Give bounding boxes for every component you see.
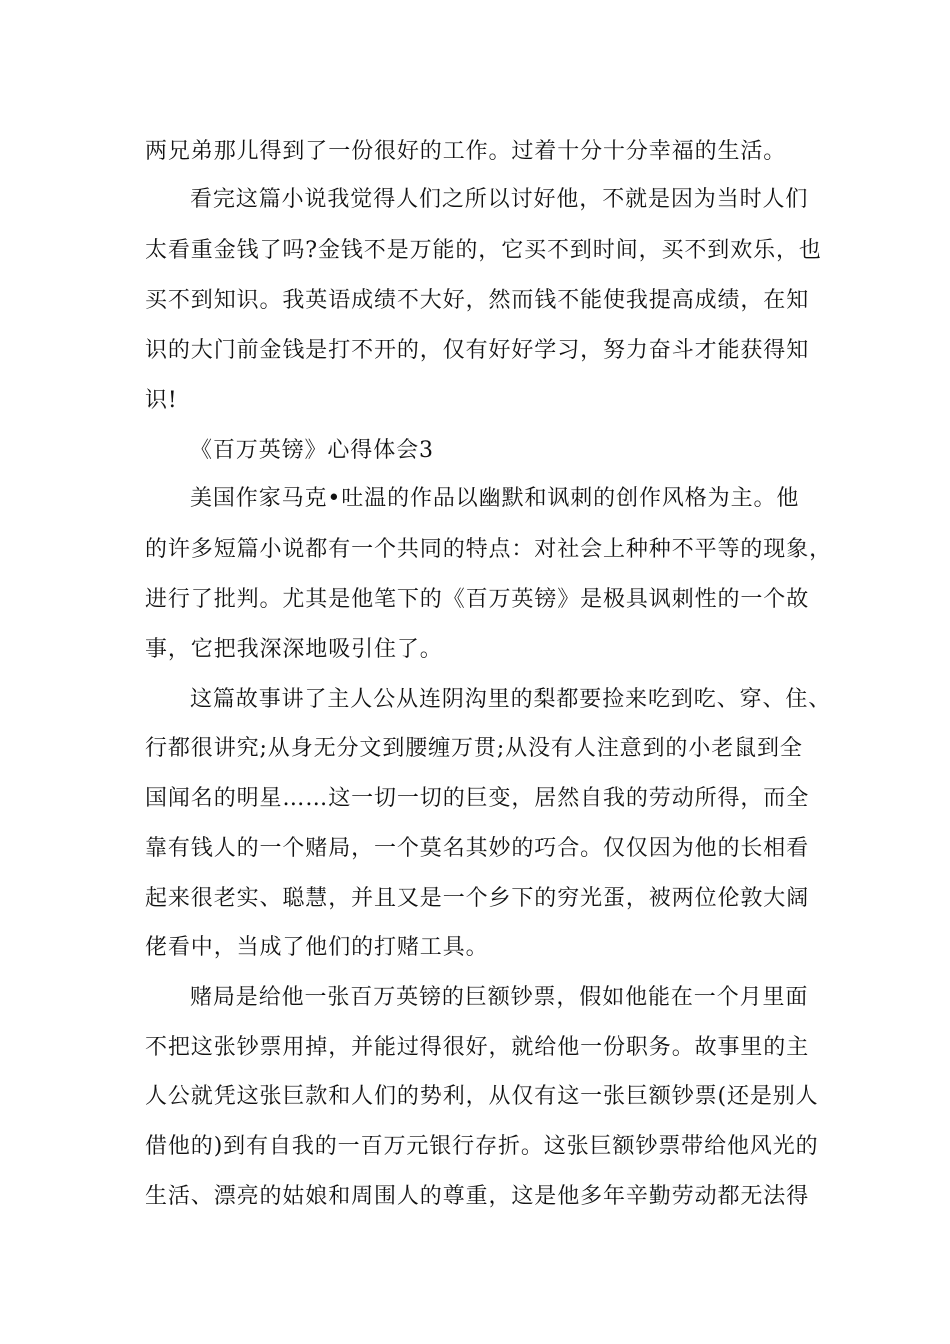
text-line: 太看重金钱了吗?金钱不是万能的，它买不到时间，买不到欢乐，也 <box>145 238 822 263</box>
text-line: 美国作家马克•吐温的作品以幽默和讽刺的创作风格为主。他 <box>190 486 800 511</box>
text-line: 佬看中，当成了他们的打赌工具。 <box>145 935 489 960</box>
text-line: 起来很老实、聪慧，并且又是一个乡下的穷光蛋，被两位伦敦大阔 <box>145 886 810 911</box>
text-line: 的许多短篇小说都有一个共同的特点：对社会上种种不平等的现象， <box>145 537 833 562</box>
text-line: 行都很讲究;从身无分文到腰缠万贯;从没有人注意到的小老鼠到全 <box>145 736 803 761</box>
text-line: 借他的)到有自我的一百万元银行存折。这张巨额钞票带给他风光的 <box>145 1134 819 1159</box>
text-line: 国闻名的明星……这一切一切的巨变，居然自我的劳动所得，而全 <box>145 786 810 811</box>
text-line: 事，它把我深深地吸引住了。 <box>145 637 443 662</box>
text-line: 识的大门前金钱是打不开的，仅有好好学习，努力奋斗才能获得知 <box>145 338 810 363</box>
text-line: 赌局是给他一张百万英镑的巨额钞票，假如他能在一个月里面 <box>190 985 809 1010</box>
text-line: 看完这篇小说我觉得人们之所以讨好他，不就是因为当时人们 <box>190 187 809 212</box>
text-line: 识! <box>145 388 178 413</box>
text-line: 人公就凭这张巨款和人们的势利，从仅有这一张巨额钞票(还是别人 <box>145 1084 819 1109</box>
text-line: 生活、漂亮的姑娘和周围人的尊重，这是他多年辛勤劳动都无法得 <box>145 1184 810 1209</box>
text-line: 靠有钱人的一个赌局，一个莫名其妙的巧合。仅仅因为他的长相看 <box>145 836 810 861</box>
text-line: 两兄弟那儿得到了一份很好的工作。过着十分十分幸福的生活。 <box>145 139 787 164</box>
text-line: 不把这张钞票用掉，并能过得很好，就给他一份职务。故事里的主 <box>145 1035 810 1060</box>
text-line: 这篇故事讲了主人公从连阴沟里的梨都要捡来吃到吃、穿、住、 <box>190 687 832 712</box>
section-heading: 《百万英镑》心得体会3 <box>190 438 434 463</box>
text-line: 进行了批判。尤其是他笔下的《百万英镑》是极具讽刺性的一个故 <box>145 587 810 612</box>
text-line: 买不到知识。我英语成绩不大好，然而钱不能使我提高成绩，在知 <box>145 288 810 313</box>
